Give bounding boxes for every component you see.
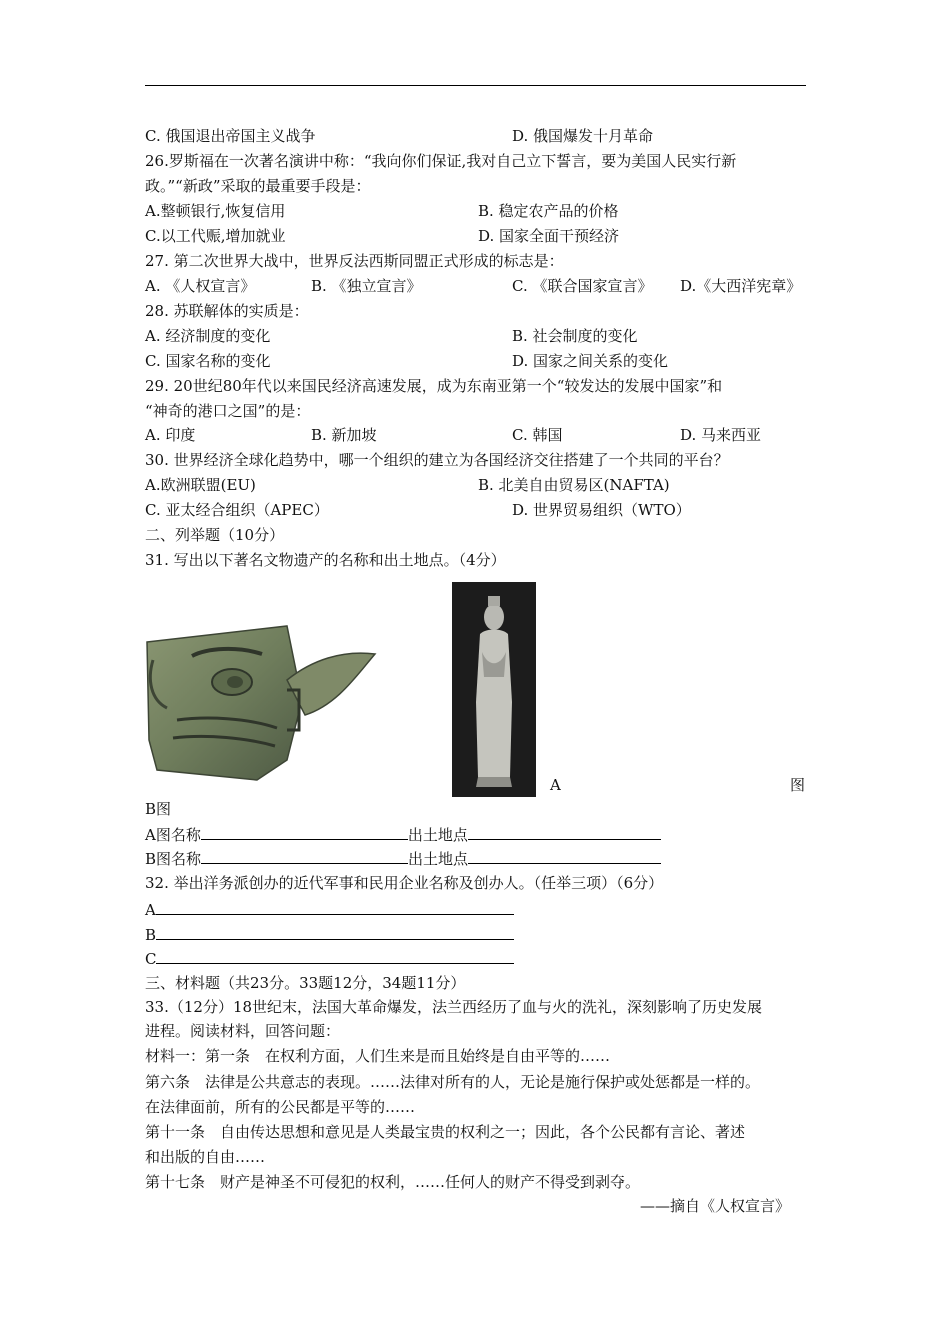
fill-b-place-label: 出土地点 bbox=[408, 850, 469, 868]
q28-option-b: B. 社会制度的变化 bbox=[512, 327, 638, 345]
fill-a-row bbox=[145, 824, 661, 844]
q32-stem: 32. 举出洋务派创办的近代军事和民用企业名称及创办人。（任举三项）（6分） bbox=[145, 874, 664, 892]
figure-a-tu: 图 bbox=[790, 776, 806, 794]
q28-option-c: C. 国家名称的变化 bbox=[145, 352, 271, 370]
q32-label-c: C bbox=[145, 950, 157, 968]
q31-stem: 31. 写出以下著名文物遗产的名称和出土地点。（4分） bbox=[145, 551, 506, 569]
q25-option-c: C. 俄国退出帝国主义战争 bbox=[145, 127, 316, 145]
standing-figurine-image bbox=[452, 582, 536, 797]
q28-option-d: D. 国家之间关系的变化 bbox=[512, 352, 669, 370]
q30-option-c: C. 亚太经合组织（APEC） bbox=[145, 501, 329, 519]
q32-blank-c[interactable] bbox=[156, 948, 514, 964]
fill-b-row bbox=[145, 848, 661, 868]
fill-a-name-blank[interactable] bbox=[201, 824, 408, 840]
material-1-line-6: 第十七条 财产是神圣不可侵犯的权利，……任何人的财产不得受到剥夺。 bbox=[145, 1173, 641, 1191]
material-1-source: ——摘自《人权宣言》 bbox=[640, 1197, 791, 1215]
q28-stem: 28. 苏联解体的实质是： bbox=[145, 302, 309, 320]
q33-stem-2: 进程。阅读材料，回答问题： bbox=[145, 1022, 341, 1040]
material-1-line-5: 和出版的自由…… bbox=[145, 1148, 266, 1166]
fill-b-place-blank[interactable] bbox=[468, 848, 661, 864]
material-1-line-4: 第十一条 自由传达思想和意见是人类最宝贵的权利之一；因此，各个公民都有言论、著述 bbox=[145, 1123, 746, 1141]
q28-option-a: A. 经济制度的变化 bbox=[145, 327, 271, 345]
section-3-heading: 三、材料题（共23分。33题12分，34题11分） bbox=[145, 974, 466, 992]
q25-option-d: D. 俄国爆发十月革命 bbox=[512, 127, 654, 145]
material-1-line-1: 材料一：第一条 在权利方面，人们生来是而且始终是自由平等的…… bbox=[145, 1047, 611, 1065]
q29-option-d: D. 马来西亚 bbox=[680, 426, 762, 444]
q30-option-d: D. 世界贸易组织（WTO） bbox=[512, 501, 691, 519]
q27-option-d: D.《大西洋宪章》 bbox=[680, 277, 802, 295]
q32-label-a: A bbox=[145, 901, 156, 919]
q26-option-a: A.整顿银行,恢复信用 bbox=[145, 202, 286, 220]
q32-label-b: B bbox=[145, 926, 157, 944]
fill-a-place-blank[interactable] bbox=[468, 824, 661, 840]
q32-row-b bbox=[145, 924, 514, 944]
fill-a-place-label: 出土地点 bbox=[407, 826, 468, 844]
header-rule bbox=[145, 85, 806, 86]
q30-option-b: B. 北美自由贸易区(NAFTA) bbox=[478, 476, 670, 494]
q32-blank-b[interactable] bbox=[156, 924, 514, 940]
fill-b-name-label: B图名称 bbox=[145, 850, 202, 868]
q29-stem-2: “神奇的港口之国”的是： bbox=[145, 402, 311, 420]
bronze-mask-image bbox=[137, 620, 377, 790]
q32-blank-a[interactable] bbox=[156, 899, 514, 915]
q33-stem-1: 33.（12分）18世纪末，法国大革命爆发，法兰西经历了血与火的洗礼，深刻影响了历史发展 bbox=[145, 998, 763, 1016]
figure-b-label: B图 bbox=[145, 800, 172, 818]
fill-a-name-label: A图名称 bbox=[145, 826, 201, 844]
figure-a-label: A bbox=[550, 776, 561, 794]
q29-stem-1: 29. 20世纪80年代以来国民经济高速发展，成为东南亚第一个“较发达的发展中国家”和 bbox=[145, 377, 723, 395]
q26-option-b: B. 稳定农产品的价格 bbox=[478, 202, 619, 220]
q32-row-c bbox=[145, 948, 514, 968]
q26-stem-2: 政。”“新政”采取的最重要手段是： bbox=[145, 177, 371, 195]
section-2-heading: 二、列举题（10分） bbox=[145, 526, 285, 544]
q29-option-a: A. 印度 bbox=[145, 426, 196, 444]
material-1-line-2: 第六条 法律是公共意志的表现。……法律对所有的人，无论是施行保护或处惩都是一样的。 bbox=[145, 1073, 761, 1091]
q26-option-c: C.以工代赈,增加就业 bbox=[145, 227, 286, 245]
q30-stem: 30. 世界经济全球化趋势中，哪一个组织的建立为各国经济交往搭建了一个共同的平台？ bbox=[145, 451, 729, 469]
q27-option-a: A. 《人权宣言》 bbox=[145, 277, 256, 295]
q27-option-c: C. 《联合国家宣言》 bbox=[512, 277, 653, 295]
material-1-line-3: 在法律面前，所有的公民都是平等的…… bbox=[145, 1098, 416, 1116]
q27-stem: 27. 第二次世界大战中，世界反法西斯同盟正式形成的标志是： bbox=[145, 252, 564, 270]
q30-option-a: A.欧洲联盟(EU) bbox=[145, 476, 256, 494]
q29-option-c: C. 韩国 bbox=[512, 426, 563, 444]
q27-option-b: B. 《独立宣言》 bbox=[311, 277, 422, 295]
fill-b-name-blank[interactable] bbox=[201, 848, 408, 864]
q26-option-d: D. 国家全面干预经济 bbox=[478, 227, 620, 245]
q29-option-b: B. 新加坡 bbox=[311, 426, 377, 444]
q26-stem-1: 26.罗斯福在一次著名演讲中称：“我向你们保证,我对自己立下誓言，要为美国人民实行新 bbox=[145, 152, 737, 170]
q32-row-a bbox=[145, 899, 514, 919]
